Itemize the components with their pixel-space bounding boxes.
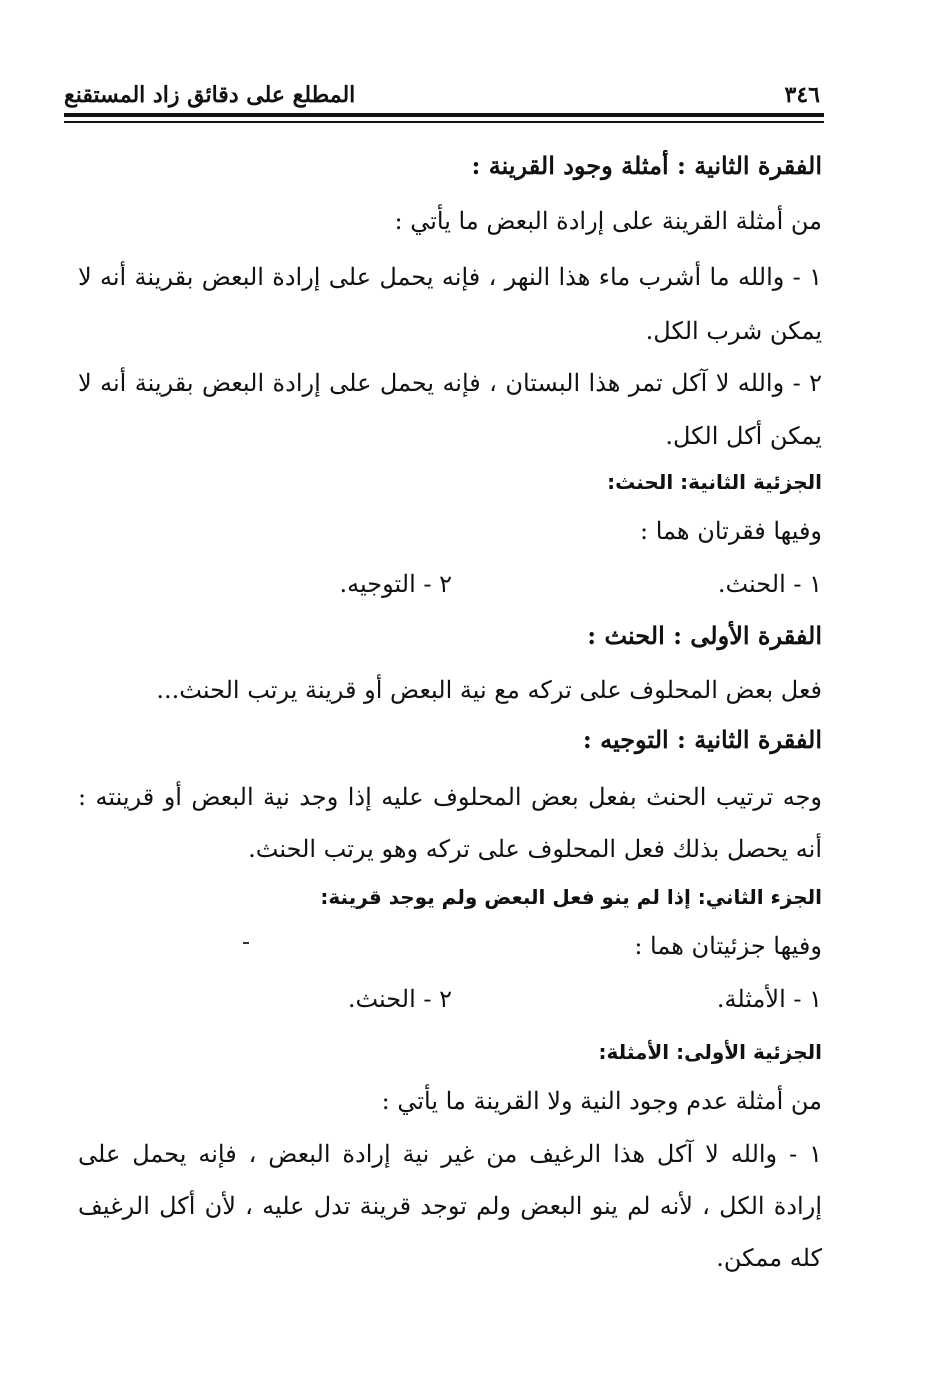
list-item: ١ - الأمثلة. (716, 985, 822, 1013)
subsection-heading: الجزء الثاني: إذا لم ينو فعل البعض ولم يوجد قرينة: (320, 885, 822, 909)
paragraph: وفيها فقرتان هما : (640, 517, 822, 545)
paragraph-line: وجه ترتيب الحنث بفعل بعض المحلوف عليه إذا وجد نية البعض أو قرينته : (78, 783, 822, 811)
page-header (64, 80, 820, 116)
header-rule-thin (64, 121, 824, 123)
list-item: ١ - الحنث. (717, 570, 822, 598)
paragraph: فعل بعض المحلوف على تركه مع نية البعض أو قرينة يرتب الحنث... (156, 676, 822, 704)
list-item: ٢ - الحنث. (347, 985, 452, 1013)
paragraph-line: أنه يحصل بذلك فعل المحلوف على تركه وهو يرتب الحنث. (248, 835, 822, 863)
paragraph: وفيها جزئيتان هما : (634, 932, 822, 960)
page-number: ٣٤٦ (784, 82, 820, 108)
paragraph-line: إرادة الكل ، لأنه لم ينو البعض ولم توجد قرينة تدل عليه ، لأن أكل الرغيف (78, 1192, 822, 1220)
running-title: المطلع على دقائق زاد المستقنع (64, 82, 356, 108)
paragraph-line: يمكن شرب الكل. (645, 317, 822, 345)
section-heading: الفقرة الثانية : التوجيه : (582, 725, 822, 754)
section-heading: الفقرة الثانية : أمثلة وجود القرينة : (471, 151, 822, 180)
paragraph: من أمثلة القرينة على إرادة البعض ما يأتي : (394, 207, 822, 235)
paragraph: من أمثلة عدم وجود النية ولا القرينة ما يأتي : (381, 1087, 822, 1115)
paragraph-line: ٢ - والله لا آكل تمر هذا البستان ، فإنه يحمل على إرادة البعض بقرينة أنه لا (78, 369, 822, 397)
paragraph-line: يمكن أكل الكل. (665, 422, 822, 450)
paragraph-line: ١ - والله لا آكل هذا الرغيف من غير نية إرادة البعض ، فإنه يحمل على (78, 1140, 822, 1168)
subsection-heading: الجزئية الأولى: الأمثلة: (598, 1040, 822, 1064)
stray-mark (243, 942, 249, 944)
paragraph-line: كله ممكن. (716, 1244, 822, 1272)
list-item: ٢ - التوجيه. (339, 570, 452, 598)
subsection-heading: الجزئية الثانية: الحنث: (607, 470, 822, 494)
header-rule-thick (64, 113, 824, 117)
paragraph-line: ١ - والله ما أشرب ماء هذا النهر ، فإنه يحمل على إرادة البعض بقرينة أنه لا (78, 263, 822, 291)
section-heading: الفقرة الأولى : الحنث : (587, 621, 822, 650)
